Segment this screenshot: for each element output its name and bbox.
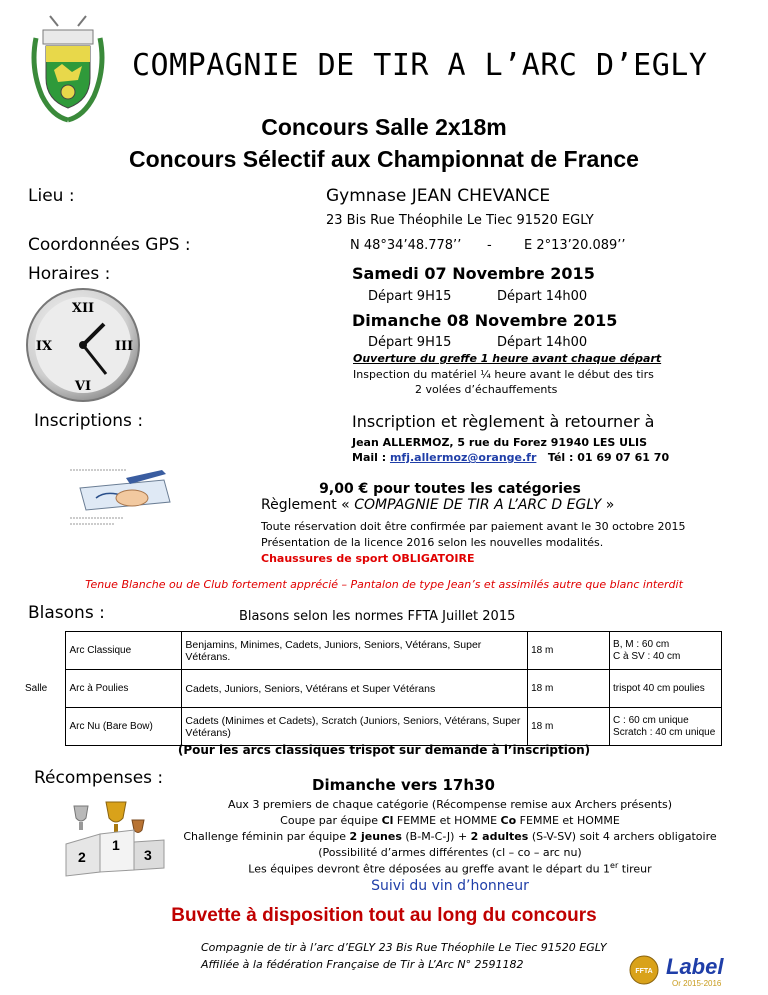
- svg-text:III: III: [114, 339, 134, 354]
- footer-line2: Affiliée à la fédération Française de Tir à L’Arc N° 2591182: [201, 958, 524, 971]
- blason-line: B, M : 60 cm: [613, 638, 670, 650]
- label-or-graphic: [628, 944, 752, 990]
- clock-graphic: [24, 286, 142, 404]
- recompenses-when: Dimanche vers 17h30: [312, 776, 495, 794]
- blason-line: Scratch : 40 cm unique: [613, 726, 716, 738]
- gps-label: Coordonnées GPS :: [28, 235, 191, 255]
- title-concours-salle: Concours Salle 2x18m: [261, 114, 507, 140]
- blasons-table: [22, 631, 722, 746]
- club-logo: [28, 8, 108, 123]
- blason-line: trispot 40 cm poulies: [613, 682, 705, 694]
- tel-spacer: [536, 451, 548, 464]
- dist-cell: 18 m: [528, 632, 610, 670]
- coupe-e: FEMME et HOMME: [516, 814, 620, 827]
- gps-east: E 2°13’20.089’’: [524, 238, 626, 253]
- recompense-line3: [160, 830, 740, 843]
- cats-cell: Cadets, Juniors, Seniors, Vétérans et Super Vétérans: [182, 670, 528, 708]
- coupe-a: Coupe par équipe: [280, 814, 382, 827]
- greffe-note: Ouverture du greffe 1 heure avant chaque départ: [353, 352, 662, 365]
- lieu-label: Lieu :: [28, 186, 75, 206]
- blason-line: C à SV : 40 cm: [613, 650, 681, 662]
- challenge-e: (S-V-SV) soit 4 archers obligatoire: [528, 830, 717, 843]
- podium-third: 3: [144, 847, 152, 863]
- reglement-name: COMPAGNIE DE TIR A L’ARC D EGLY: [354, 497, 602, 513]
- day2-depart1: Départ 9H15: [368, 335, 452, 350]
- table-row: [22, 632, 722, 670]
- podium-second: 2: [78, 849, 86, 865]
- mail-link[interactable]: mfj.allermoz@orange.fr: [389, 451, 537, 464]
- reservation-note: Toute réservation doit être confirmée par paiement avant le 30 octobre 2015: [261, 520, 686, 533]
- recompense-line5: [160, 861, 740, 876]
- horaires-label: Horaires :: [28, 264, 111, 284]
- gps-north: N 48°34’48.778’’: [350, 238, 462, 253]
- inspection-note: Inspection du matériel ¼ heure avant le début des tirs: [353, 368, 654, 381]
- cheque-image: [66, 468, 176, 530]
- equipes-sup: er: [610, 861, 619, 870]
- label-text: Label: [666, 954, 724, 979]
- vin-honneur: Suivi du vin d’honneur: [371, 878, 529, 894]
- gps-separator: -: [487, 238, 492, 253]
- table-row: [22, 670, 722, 708]
- tenue-note: Tenue Blanche ou de Club fortement apprécié – Pantalon de type Jean’s et assimilés autre que blanc interdit: [85, 578, 683, 591]
- volees-note: 2 volées d’échauffements: [415, 383, 558, 396]
- chaussures-note: Chaussures de sport OBLIGATOIRE: [261, 552, 475, 565]
- blason-cell: [610, 708, 722, 746]
- price: 9,00 € pour toutes les catégories: [319, 481, 581, 497]
- ffta-text: FFTA: [635, 968, 653, 975]
- dist-cell: 18 m: [528, 670, 610, 708]
- blasons-label: Blasons :: [28, 603, 105, 623]
- contact-address: Jean ALLERMOZ, 5 rue du Forez 91940 LES ULIS: [352, 436, 648, 449]
- challenge-jeunes: 2 jeunes: [349, 830, 402, 843]
- cats-cell: Cadets (Minimes et Cadets), Scratch (Juniors, Seniors, Vétérans, Super Vétérans): [182, 708, 528, 746]
- clock-image: [24, 286, 142, 404]
- blason-line: C : 60 cm unique: [613, 714, 689, 726]
- footer-line1: Compagnie de tir à l’arc d’EGLY 23 Bis Rue Théophile Le Tiec 91520 EGLY: [201, 941, 607, 954]
- cats-cell: Benjamins, Minimes, Cadets, Juniors, Seniors, Vétérans, Super Vétérans.: [182, 632, 528, 670]
- label-sub: Or 2015-2016: [672, 979, 722, 988]
- blasons-note: (Pour les arcs classiques trispot sur demande à l’inscription): [177, 743, 591, 757]
- inscription-intro: Inscription et règlement à retourner à: [352, 412, 655, 431]
- club-logo-graphic: [28, 8, 108, 123]
- table-row: [22, 708, 722, 746]
- coupe-c: FEMME et HOMME: [393, 814, 501, 827]
- day1-depart1: Départ 9H15: [368, 289, 452, 304]
- mail-label: Mail :: [352, 451, 390, 464]
- day1-title: Samedi 07 Novembre 2015: [352, 264, 595, 283]
- inscriptions-label: Inscriptions :: [34, 411, 144, 431]
- blason-cell: [610, 632, 722, 670]
- podium-first: 1: [112, 837, 120, 853]
- arc-cell: Arc à Poulies: [66, 670, 182, 708]
- recompense-line2: [160, 814, 740, 827]
- licence-note: Présentation de la licence 2016 selon les nouvelles modalités.: [261, 536, 604, 549]
- svg-text:IX: IX: [35, 339, 53, 354]
- arc-cell: Arc Classique: [66, 632, 182, 670]
- challenge-adultes: 2 adultes: [470, 830, 529, 843]
- category-cell: Salle: [25, 682, 48, 694]
- day2-depart2: Départ 14h00: [497, 335, 588, 350]
- equipes-b: tireur: [618, 862, 652, 876]
- recompenses-label: Récompenses :: [34, 768, 164, 788]
- recompense-line4: (Possibilité d’armes différentes (cl – co – arc nu): [318, 846, 582, 859]
- contact-line: [352, 451, 669, 464]
- buvette: Buvette à disposition tout au long du concours: [171, 905, 597, 926]
- label-or-badge: [628, 944, 752, 990]
- svg-text:VI: VI: [74, 379, 92, 394]
- title-selectif: Concours Sélectif aux Championnat de France: [129, 146, 639, 172]
- venue-address: 23 Bis Rue Théophile Le Tiec 91520 EGLY: [326, 213, 594, 228]
- blason-cell: [610, 670, 722, 708]
- reglement: [261, 497, 614, 513]
- club-name: COMPAGNIE DE TIR A L’ARC D’EGLY: [132, 48, 708, 83]
- recompense-line1: Aux 3 premiers de chaque catégorie (Récompense remise aux Archers présents): [227, 798, 673, 811]
- day2-title: Dimanche 08 Novembre 2015: [352, 311, 618, 330]
- coupe-co: Co: [500, 814, 517, 827]
- challenge-c: (B-M-C-J) +: [401, 830, 471, 843]
- cheque-graphic: [66, 468, 176, 530]
- svg-text:XII: XII: [71, 301, 95, 316]
- challenge-a: Challenge féminin par équipe: [183, 830, 350, 843]
- reglement-suffix: »: [601, 497, 615, 513]
- dist-cell: 18 m: [528, 708, 610, 746]
- venue-name: Gymnase JEAN CHEVANCE: [326, 186, 551, 206]
- equipes-a: Les équipes devront être déposées au greffe avant le départ du 1: [248, 862, 611, 876]
- tel: Tél : 01 69 07 61 70: [547, 451, 670, 464]
- day1-depart2: Départ 14h00: [497, 289, 588, 304]
- arc-cell: Arc Nu (Bare Bow): [66, 708, 182, 746]
- coupe-cl: Cl: [381, 814, 394, 827]
- reglement-prefix: Règlement «: [261, 497, 355, 513]
- blasons-subtitle: Blasons selon les normes FFTA Juillet 2015: [239, 609, 516, 624]
